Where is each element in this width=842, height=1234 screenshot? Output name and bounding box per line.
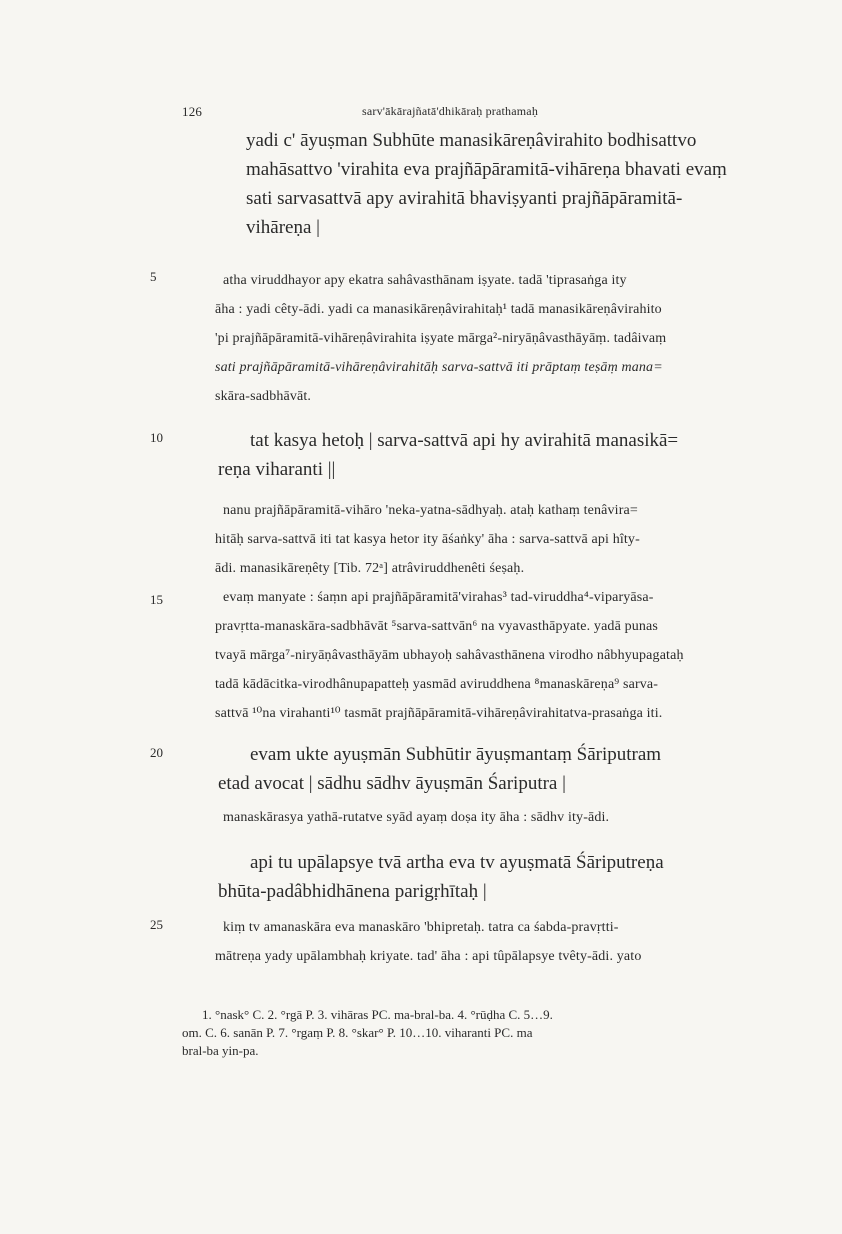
line-number: 5 <box>150 269 157 284</box>
text-line: hitāḥ sarva-sattvā iti tat kasya hetor ity āśaṅky' āha : sarva-sattvā api hîty- <box>215 532 640 547</box>
text-line: atha viruddhayor apy ekatra sahâvasthānam iṣyate. tadā 'tiprasaṅga ity <box>223 273 627 288</box>
commentary-block-2 <box>215 496 785 728</box>
commentary-block-4 <box>215 913 785 971</box>
line-number: 20 <box>150 745 163 760</box>
footnote-line: om. C. 6. sanān P. 7. °rgaṃ P. 8. °skar° P. 10…10. viharanti PC. ma <box>182 1025 533 1040</box>
page-number: 126 <box>182 104 203 119</box>
text-line: reṇa viharanti || <box>218 459 336 480</box>
line-number: 10 <box>150 430 163 445</box>
root-text-block-2 <box>218 426 758 484</box>
text-line: sati prajñāpāramitā-vihāreṇâvirahitāḥ sarva-sattvā iti prāptaṃ teṣāṃ mana= <box>215 360 663 375</box>
text-line: sattvā ¹⁰na virahanti¹⁰ tasmāt prajñāpāramitā-vihāreṇâvirahitatva-prasaṅga iti. <box>215 706 663 721</box>
text-line: ādi. manasikāreṇêty [Tib. 72ᵃ] atrâviruddhenêti śeṣaḥ. <box>215 561 525 576</box>
text-line: āha : yadi cêty-ādi. yadi ca manasikāreṇâvirahitaḥ¹ tadā manasikāreṇâvirahito <box>215 302 662 317</box>
text-line: skāra-sadbhāvāt. <box>215 389 312 404</box>
text-line: etad avocat | sādhu sādhv āyuṣmān Śariputra | <box>218 773 566 794</box>
text-line: evaṃ manyate : śaṃn api prajñāpāramitā'virahas³ tad-viruddha⁴-viparyāsa- <box>223 590 654 605</box>
text-line: vihāreṇa | <box>246 217 320 238</box>
text-line: yadi c' āyuṣman Subhūte manasikāreṇâvirahito bodhisattvo <box>246 130 697 151</box>
text-line: bhūta-padâbhidhānena parigṛhītaḥ | <box>218 881 487 902</box>
footnote-line: 1. °nask° C. 2. °rgā P. 3. vihāras PC. ma-bral-ba. 4. °rūḍha C. 5…9. <box>202 1007 553 1022</box>
running-title: sarv'ākārajñatā'dhikāraḥ prathamaḥ <box>362 104 539 118</box>
line-number: 15 <box>150 592 163 607</box>
root-text-block-3 <box>218 740 778 798</box>
text-line: 'pi prajñāpāramitā-vihāreṇâvirahita iṣyate mārga²-niryāṇâvasthāyāṃ. tadâivaṃ <box>215 331 667 346</box>
text-line: manaskārasya yathā-rutatve syād ayaṃ doṣa ity āha : sādhv ity-ādi. <box>223 810 610 825</box>
footnotes <box>182 1006 782 1060</box>
text-line: api tu upālapsye tvā artha eva tv ayuṣmatā Śāriputreṇa <box>250 852 664 873</box>
text-line: nanu prajñāpāramitā-vihāro 'neka-yatna-sādhyaḥ. ataḥ kathaṃ tenâvira= <box>223 503 638 518</box>
text-line: sati sarvasattvā apy avirahitā bhaviṣyanti prajñāpāramitā- <box>246 188 683 209</box>
root-text-block-4 <box>218 848 778 906</box>
line-number: 25 <box>150 917 163 932</box>
text-line: tvayā mārga⁷-niryāṇâvasthāyām ubhayoḥ sahâvasthānena virodho nâbhyupagataḥ <box>215 648 684 663</box>
text-line: kiṃ tv amanaskāra eva manaskāro 'bhipretaḥ. tatra ca śabda-pravṛtti- <box>223 920 619 935</box>
text-line: tadā kādācitka-virodhânupapatteḥ yasmād aviruddhena ⁸manaskāreṇa⁹ sarva- <box>215 677 659 692</box>
root-text-block-1 <box>246 126 776 242</box>
commentary-block-3 <box>215 803 785 832</box>
text-line: tat kasya hetoḥ | sarva-sattvā api hy avirahitā manasikā= <box>250 430 679 451</box>
text-line: mahāsattvo 'virahita eva prajñāpāramitā-vihāreṇa bhavati evaṃ <box>246 159 727 180</box>
text-line: mātreṇa yady upālambhaḥ kriyate. tad' āha : api tûpālapsye tvêty-ādi. yato <box>215 949 642 964</box>
footnote-line: bral-ba yin-pa. <box>182 1043 259 1058</box>
commentary-block-1 <box>215 266 785 411</box>
text-line: pravṛtta-manaskāra-sadbhāvāt ⁵sarva-sattvān⁶ na vyavasthāpyate. yadā punas <box>215 619 659 634</box>
text-line: evam ukte ayuṣmān Subhūtir āyuṣmantaṃ Śāriputram <box>250 744 662 765</box>
